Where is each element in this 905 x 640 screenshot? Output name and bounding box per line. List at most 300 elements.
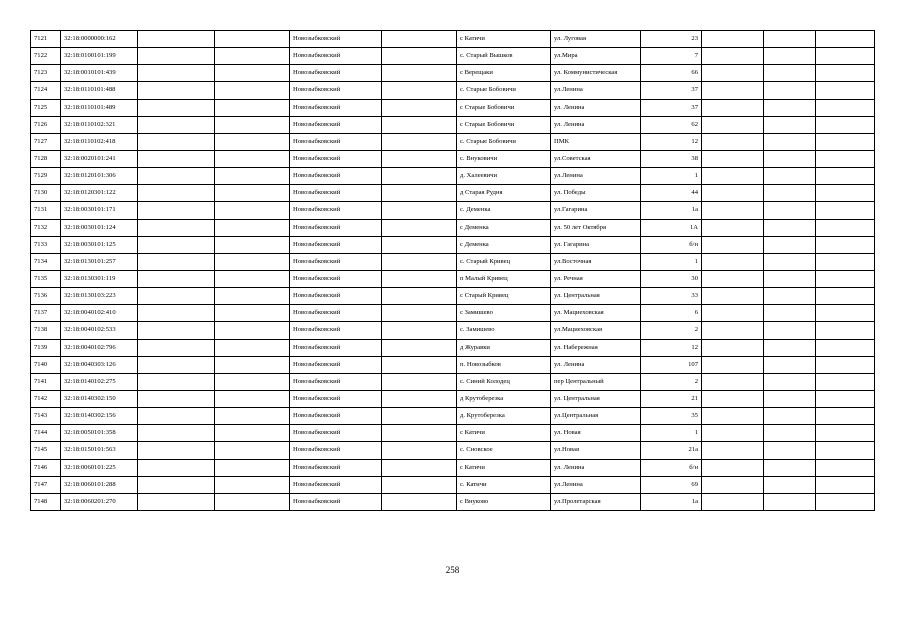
cell-row-index: 7133 bbox=[31, 236, 61, 253]
cell-col-blank-4 bbox=[702, 150, 764, 167]
cell-district: Новозыбковский bbox=[290, 116, 382, 133]
cell-col-blank-6 bbox=[816, 133, 875, 150]
cell-col-blank-3 bbox=[382, 305, 457, 322]
cell-row-index: 7147 bbox=[31, 476, 61, 493]
cell-col-blank-1 bbox=[138, 459, 215, 476]
cell-col-blank-5 bbox=[764, 48, 816, 65]
cell-col-blank-6 bbox=[816, 185, 875, 202]
cell-col-blank-1 bbox=[138, 373, 215, 390]
cell-cadastral-number: 32:18:0110101:488 bbox=[61, 82, 138, 99]
cell-col-blank-6 bbox=[816, 270, 875, 287]
cell-district: Новозыбковский bbox=[290, 305, 382, 322]
cell-col-blank-4 bbox=[702, 408, 764, 425]
cell-row-index: 7134 bbox=[31, 253, 61, 270]
cell-col-blank-6 bbox=[816, 150, 875, 167]
cell-col-blank-6 bbox=[816, 253, 875, 270]
table-row bbox=[31, 31, 875, 48]
cell-col-blank-1 bbox=[138, 48, 215, 65]
cell-street: ул.Ленина bbox=[551, 476, 641, 493]
cell-col-blank-6 bbox=[816, 288, 875, 305]
cell-col-blank-4 bbox=[702, 339, 764, 356]
cell-row-index: 7144 bbox=[31, 425, 61, 442]
cell-col-blank-5 bbox=[764, 168, 816, 185]
cell-settlement: с Катичи bbox=[457, 31, 551, 48]
cell-street: ул.Ленина bbox=[551, 82, 641, 99]
cell-col-blank-2 bbox=[215, 82, 290, 99]
cell-col-blank-1 bbox=[138, 476, 215, 493]
table-row bbox=[31, 150, 875, 167]
cell-row-index: 7142 bbox=[31, 390, 61, 407]
cell-settlement: п Малый Кривец bbox=[457, 270, 551, 287]
cell-col-blank-5 bbox=[764, 493, 816, 510]
cell-col-blank-4 bbox=[702, 270, 764, 287]
cell-col-blank-4 bbox=[702, 65, 764, 82]
table-row bbox=[31, 322, 875, 339]
cell-col-blank-3 bbox=[382, 493, 457, 510]
cell-col-blank-1 bbox=[138, 253, 215, 270]
cell-col-blank-3 bbox=[382, 476, 457, 493]
cell-settlement: с Деменка bbox=[457, 236, 551, 253]
cell-col-blank-3 bbox=[382, 48, 457, 65]
cell-cadastral-number: 32:18:0050101:358 bbox=[61, 425, 138, 442]
cell-cadastral-number: 32:18:0030101:125 bbox=[61, 236, 138, 253]
cell-col-blank-6 bbox=[816, 219, 875, 236]
cell-col-blank-3 bbox=[382, 253, 457, 270]
cell-row-index: 7136 bbox=[31, 288, 61, 305]
cell-settlement: с Катичи bbox=[457, 425, 551, 442]
cell-house-number: 1 bbox=[641, 253, 702, 270]
cell-house-number: 33 bbox=[641, 288, 702, 305]
cell-col-blank-4 bbox=[702, 425, 764, 442]
cell-settlement: с Внуково bbox=[457, 493, 551, 510]
table-row bbox=[31, 202, 875, 219]
table-row bbox=[31, 82, 875, 99]
cell-house-number: 30 bbox=[641, 270, 702, 287]
cell-col-blank-2 bbox=[215, 322, 290, 339]
cell-house-number: 69 bbox=[641, 476, 702, 493]
cell-cadastral-number: 32:18:0130301:119 bbox=[61, 270, 138, 287]
cell-col-blank-2 bbox=[215, 408, 290, 425]
cell-house-number: 2 bbox=[641, 322, 702, 339]
cell-settlement: с. Старые Бобовичи bbox=[457, 133, 551, 150]
cell-street: ул.Мира bbox=[551, 48, 641, 65]
cell-settlement: с. Старые Бобовичи bbox=[457, 82, 551, 99]
cell-settlement: с. Замишево bbox=[457, 322, 551, 339]
cell-col-blank-5 bbox=[764, 31, 816, 48]
cell-settlement: с. Синий Колодец bbox=[457, 373, 551, 390]
cell-col-blank-1 bbox=[138, 99, 215, 116]
table-row bbox=[31, 339, 875, 356]
cell-col-blank-3 bbox=[382, 31, 457, 48]
cell-col-blank-2 bbox=[215, 476, 290, 493]
cell-street: ул. Луговая bbox=[551, 31, 641, 48]
cell-district: Новозыбковский bbox=[290, 99, 382, 116]
cell-settlement: д Старая Рудня bbox=[457, 185, 551, 202]
cell-row-index: 7128 bbox=[31, 150, 61, 167]
cell-col-blank-4 bbox=[702, 288, 764, 305]
cell-district: Новозыбковский bbox=[290, 390, 382, 407]
cell-col-blank-1 bbox=[138, 236, 215, 253]
cell-district: Новозыбковский bbox=[290, 82, 382, 99]
cell-col-blank-5 bbox=[764, 322, 816, 339]
cell-house-number: 2 bbox=[641, 373, 702, 390]
cell-col-blank-1 bbox=[138, 339, 215, 356]
cell-col-blank-5 bbox=[764, 116, 816, 133]
cell-row-index: 7141 bbox=[31, 373, 61, 390]
cell-col-blank-4 bbox=[702, 202, 764, 219]
cell-street: ул. Ленина bbox=[551, 116, 641, 133]
cell-col-blank-1 bbox=[138, 322, 215, 339]
cell-col-blank-5 bbox=[764, 288, 816, 305]
cell-col-blank-4 bbox=[702, 99, 764, 116]
cell-district: Новозыбковский bbox=[290, 48, 382, 65]
cell-cadastral-number: 32:18:0060201:270 bbox=[61, 493, 138, 510]
cell-col-blank-5 bbox=[764, 236, 816, 253]
cell-col-blank-2 bbox=[215, 253, 290, 270]
cell-col-blank-1 bbox=[138, 82, 215, 99]
cell-row-index: 7139 bbox=[31, 339, 61, 356]
cell-col-blank-1 bbox=[138, 116, 215, 133]
cell-col-blank-3 bbox=[382, 425, 457, 442]
cell-street: ул.Пролетарская bbox=[551, 493, 641, 510]
cell-cadastral-number: 32:18:0040303:126 bbox=[61, 356, 138, 373]
cell-col-blank-4 bbox=[702, 116, 764, 133]
cell-col-blank-2 bbox=[215, 356, 290, 373]
cell-house-number: 12 bbox=[641, 339, 702, 356]
cell-col-blank-6 bbox=[816, 202, 875, 219]
cell-col-blank-5 bbox=[764, 476, 816, 493]
cell-settlement: д. Халеевичи bbox=[457, 168, 551, 185]
table-row bbox=[31, 185, 875, 202]
table-row bbox=[31, 493, 875, 510]
cell-col-blank-2 bbox=[215, 425, 290, 442]
cell-row-index: 7140 bbox=[31, 356, 61, 373]
cell-col-blank-1 bbox=[138, 390, 215, 407]
cell-street: ул. Ленина bbox=[551, 99, 641, 116]
cell-settlement: с. Сновское bbox=[457, 442, 551, 459]
cell-street: ул.Новая bbox=[551, 442, 641, 459]
cell-cadastral-number: 32:18:0060101:288 bbox=[61, 476, 138, 493]
cell-cadastral-number: 32:18:0040102:410 bbox=[61, 305, 138, 322]
cell-street: ул. Победы bbox=[551, 185, 641, 202]
cell-col-blank-4 bbox=[702, 459, 764, 476]
cell-row-index: 7148 bbox=[31, 493, 61, 510]
cell-col-blank-6 bbox=[816, 425, 875, 442]
cell-cadastral-number: 32:18:0030101:171 bbox=[61, 202, 138, 219]
cell-row-index: 7137 bbox=[31, 305, 61, 322]
cell-col-blank-5 bbox=[764, 185, 816, 202]
cell-col-blank-6 bbox=[816, 442, 875, 459]
cell-col-blank-4 bbox=[702, 442, 764, 459]
cell-col-blank-3 bbox=[382, 168, 457, 185]
cell-col-blank-1 bbox=[138, 185, 215, 202]
table-row bbox=[31, 116, 875, 133]
cell-col-blank-4 bbox=[702, 373, 764, 390]
cell-col-blank-5 bbox=[764, 390, 816, 407]
cell-settlement: с Старые Бобовичи bbox=[457, 99, 551, 116]
table-row bbox=[31, 356, 875, 373]
cell-col-blank-2 bbox=[215, 185, 290, 202]
cell-col-blank-5 bbox=[764, 99, 816, 116]
cell-col-blank-2 bbox=[215, 442, 290, 459]
cell-row-index: 7127 bbox=[31, 133, 61, 150]
cell-col-blank-2 bbox=[215, 305, 290, 322]
cell-col-blank-6 bbox=[816, 168, 875, 185]
cell-district: Новозыбковский bbox=[290, 356, 382, 373]
table-row bbox=[31, 168, 875, 185]
cell-row-index: 7124 bbox=[31, 82, 61, 99]
cell-col-blank-4 bbox=[702, 82, 764, 99]
cell-col-blank-6 bbox=[816, 236, 875, 253]
cell-col-blank-2 bbox=[215, 168, 290, 185]
cell-col-blank-1 bbox=[138, 305, 215, 322]
cell-house-number: 21а bbox=[641, 442, 702, 459]
cell-col-blank-6 bbox=[816, 476, 875, 493]
cell-col-blank-6 bbox=[816, 339, 875, 356]
cell-house-number: 12 bbox=[641, 133, 702, 150]
cell-col-blank-5 bbox=[764, 133, 816, 150]
cell-street: ПМК bbox=[551, 133, 641, 150]
cell-row-index: 7121 bbox=[31, 31, 61, 48]
cell-col-blank-5 bbox=[764, 408, 816, 425]
cell-row-index: 7138 bbox=[31, 322, 61, 339]
cell-col-blank-6 bbox=[816, 31, 875, 48]
cell-col-blank-2 bbox=[215, 219, 290, 236]
cell-col-blank-4 bbox=[702, 168, 764, 185]
cell-col-blank-5 bbox=[764, 270, 816, 287]
cell-row-index: 7145 bbox=[31, 442, 61, 459]
cell-street: ул. Гагарина bbox=[551, 236, 641, 253]
cell-col-blank-4 bbox=[702, 185, 764, 202]
cell-col-blank-4 bbox=[702, 390, 764, 407]
cell-row-index: 7143 bbox=[31, 408, 61, 425]
cell-cadastral-number: 32:18:0040102:796 bbox=[61, 339, 138, 356]
cell-house-number: 37 bbox=[641, 82, 702, 99]
cell-cadastral-number: 32:18:0000000:162 bbox=[61, 31, 138, 48]
cell-col-blank-1 bbox=[138, 133, 215, 150]
cell-col-blank-4 bbox=[702, 48, 764, 65]
cell-col-blank-4 bbox=[702, 493, 764, 510]
cell-col-blank-2 bbox=[215, 133, 290, 150]
cell-col-blank-1 bbox=[138, 442, 215, 459]
cell-col-blank-6 bbox=[816, 99, 875, 116]
cell-settlement: с Замишево bbox=[457, 305, 551, 322]
cell-cadastral-number: 32:18:0140302:150 bbox=[61, 390, 138, 407]
cell-row-index: 7129 bbox=[31, 168, 61, 185]
cell-col-blank-1 bbox=[138, 168, 215, 185]
cell-col-blank-5 bbox=[764, 339, 816, 356]
cell-district: Новозыбковский bbox=[290, 442, 382, 459]
cell-col-blank-3 bbox=[382, 339, 457, 356]
cell-col-blank-4 bbox=[702, 476, 764, 493]
cell-col-blank-2 bbox=[215, 373, 290, 390]
cell-cadastral-number: 32:18:0110101:489 bbox=[61, 99, 138, 116]
cell-row-index: 7131 bbox=[31, 202, 61, 219]
cell-col-blank-5 bbox=[764, 459, 816, 476]
cell-col-blank-2 bbox=[215, 288, 290, 305]
cell-cadastral-number: 32:18:0060101:225 bbox=[61, 459, 138, 476]
cell-col-blank-5 bbox=[764, 150, 816, 167]
cell-street: ул. Мациеховская bbox=[551, 305, 641, 322]
cell-house-number: 23 bbox=[641, 31, 702, 48]
cell-street: ул. Ленина bbox=[551, 459, 641, 476]
cell-district: Новозыбковский bbox=[290, 373, 382, 390]
cell-col-blank-5 bbox=[764, 219, 816, 236]
table-row bbox=[31, 270, 875, 287]
table-row bbox=[31, 373, 875, 390]
cell-col-blank-3 bbox=[382, 219, 457, 236]
cell-col-blank-2 bbox=[215, 493, 290, 510]
cell-district: Новозыбковский bbox=[290, 31, 382, 48]
cell-district: Новозыбковский bbox=[290, 65, 382, 82]
cell-district: Новозыбковский bbox=[290, 459, 382, 476]
cell-col-blank-5 bbox=[764, 425, 816, 442]
cell-col-blank-4 bbox=[702, 305, 764, 322]
cell-col-blank-3 bbox=[382, 270, 457, 287]
cell-col-blank-5 bbox=[764, 253, 816, 270]
cell-row-index: 7132 bbox=[31, 219, 61, 236]
cell-district: Новозыбковский bbox=[290, 288, 382, 305]
cell-cadastral-number: 32:18:0120301:122 bbox=[61, 185, 138, 202]
cell-col-blank-4 bbox=[702, 219, 764, 236]
cell-settlement: с. Катичи bbox=[457, 476, 551, 493]
cell-col-blank-3 bbox=[382, 442, 457, 459]
cell-col-blank-6 bbox=[816, 390, 875, 407]
cell-row-index: 7146 bbox=[31, 459, 61, 476]
cell-house-number: 1а bbox=[641, 493, 702, 510]
cell-col-blank-6 bbox=[816, 305, 875, 322]
cell-col-blank-6 bbox=[816, 356, 875, 373]
cell-col-blank-5 bbox=[764, 65, 816, 82]
cell-cadastral-number: 32:18:0110102:418 bbox=[61, 133, 138, 150]
cell-house-number: б/н bbox=[641, 236, 702, 253]
cell-col-blank-3 bbox=[382, 408, 457, 425]
cell-house-number: 38 bbox=[641, 150, 702, 167]
cell-cadastral-number: 32:18:0150101:563 bbox=[61, 442, 138, 459]
cell-col-blank-1 bbox=[138, 65, 215, 82]
cell-col-blank-4 bbox=[702, 236, 764, 253]
cell-house-number: б/н bbox=[641, 459, 702, 476]
cell-col-blank-6 bbox=[816, 408, 875, 425]
cell-col-blank-6 bbox=[816, 459, 875, 476]
cell-col-blank-2 bbox=[215, 48, 290, 65]
cell-district: Новозыбковский bbox=[290, 322, 382, 339]
cell-col-blank-1 bbox=[138, 270, 215, 287]
cell-col-blank-2 bbox=[215, 150, 290, 167]
table-row bbox=[31, 408, 875, 425]
cell-col-blank-5 bbox=[764, 356, 816, 373]
cell-col-blank-6 bbox=[816, 65, 875, 82]
cell-street: ул. Ленина bbox=[551, 356, 641, 373]
cell-settlement: с Верещаки bbox=[457, 65, 551, 82]
cell-col-blank-6 bbox=[816, 493, 875, 510]
table-row bbox=[31, 288, 875, 305]
cell-settlement: д Журавки bbox=[457, 339, 551, 356]
cell-house-number: 7 bbox=[641, 48, 702, 65]
cell-district: Новозыбковский bbox=[290, 425, 382, 442]
table-row bbox=[31, 425, 875, 442]
cell-col-blank-3 bbox=[382, 390, 457, 407]
cell-col-blank-5 bbox=[764, 82, 816, 99]
cell-col-blank-2 bbox=[215, 31, 290, 48]
cell-col-blank-1 bbox=[138, 356, 215, 373]
cell-settlement: с. Старый Кривец bbox=[457, 253, 551, 270]
cell-col-blank-5 bbox=[764, 373, 816, 390]
cell-col-blank-1 bbox=[138, 202, 215, 219]
cell-col-blank-1 bbox=[138, 493, 215, 510]
cell-col-blank-6 bbox=[816, 82, 875, 99]
table-row bbox=[31, 48, 875, 65]
cell-district: Новозыбковский bbox=[290, 253, 382, 270]
cell-col-blank-3 bbox=[382, 65, 457, 82]
cell-col-blank-4 bbox=[702, 133, 764, 150]
cell-col-blank-3 bbox=[382, 236, 457, 253]
cell-col-blank-3 bbox=[382, 373, 457, 390]
cell-col-blank-2 bbox=[215, 202, 290, 219]
cell-district: Новозыбковский bbox=[290, 150, 382, 167]
cell-cadastral-number: 32:18:0130103:223 bbox=[61, 288, 138, 305]
cell-cadastral-number: 32:18:0140302:156 bbox=[61, 408, 138, 425]
cell-district: Новозыбковский bbox=[290, 185, 382, 202]
cell-col-blank-4 bbox=[702, 356, 764, 373]
cell-col-blank-1 bbox=[138, 408, 215, 425]
table-row bbox=[31, 459, 875, 476]
cell-street: ул. Центральная bbox=[551, 390, 641, 407]
cell-cadastral-number: 32:18:0110102:321 bbox=[61, 116, 138, 133]
cell-col-blank-3 bbox=[382, 150, 457, 167]
cell-col-blank-1 bbox=[138, 219, 215, 236]
cell-cadastral-number: 32:18:0010101:439 bbox=[61, 65, 138, 82]
cell-row-index: 7126 bbox=[31, 116, 61, 133]
cell-settlement: с. Деменка bbox=[457, 202, 551, 219]
cell-district: Новозыбковский bbox=[290, 202, 382, 219]
cell-street: ул. Коммунистическая bbox=[551, 65, 641, 82]
cell-col-blank-2 bbox=[215, 459, 290, 476]
cell-street: ул. 50 лет Октября bbox=[551, 219, 641, 236]
cell-col-blank-3 bbox=[382, 288, 457, 305]
cell-street: ул.Советская bbox=[551, 150, 641, 167]
cell-district: Новозыбковский bbox=[290, 133, 382, 150]
cell-house-number: 35 bbox=[641, 408, 702, 425]
cell-col-blank-6 bbox=[816, 322, 875, 339]
cell-cadastral-number: 32:18:0130101:257 bbox=[61, 253, 138, 270]
cell-col-blank-6 bbox=[816, 116, 875, 133]
cell-district: Новозыбковский bbox=[290, 408, 382, 425]
cell-col-blank-3 bbox=[382, 99, 457, 116]
cell-house-number: 1 bbox=[641, 168, 702, 185]
cell-street: ул.Восточная bbox=[551, 253, 641, 270]
table-row bbox=[31, 442, 875, 459]
cell-col-blank-2 bbox=[215, 390, 290, 407]
cell-row-index: 7135 bbox=[31, 270, 61, 287]
cell-street: ул. Речная bbox=[551, 270, 641, 287]
cell-settlement: п. Новозыбков bbox=[457, 356, 551, 373]
table-row bbox=[31, 219, 875, 236]
cell-cadastral-number: 32:18:0020101:241 bbox=[61, 150, 138, 167]
cell-col-blank-5 bbox=[764, 305, 816, 322]
cell-col-blank-1 bbox=[138, 288, 215, 305]
cell-col-blank-2 bbox=[215, 99, 290, 116]
cell-street: ул. Новая bbox=[551, 425, 641, 442]
cell-col-blank-4 bbox=[702, 31, 764, 48]
cell-settlement: с Старый Кривец bbox=[457, 288, 551, 305]
cell-col-blank-2 bbox=[215, 116, 290, 133]
cell-col-blank-6 bbox=[816, 373, 875, 390]
table-row bbox=[31, 99, 875, 116]
cell-district: Новозыбковский bbox=[290, 270, 382, 287]
cell-house-number: 66 bbox=[641, 65, 702, 82]
cell-cadastral-number: 32:18:0140102:275 bbox=[61, 373, 138, 390]
